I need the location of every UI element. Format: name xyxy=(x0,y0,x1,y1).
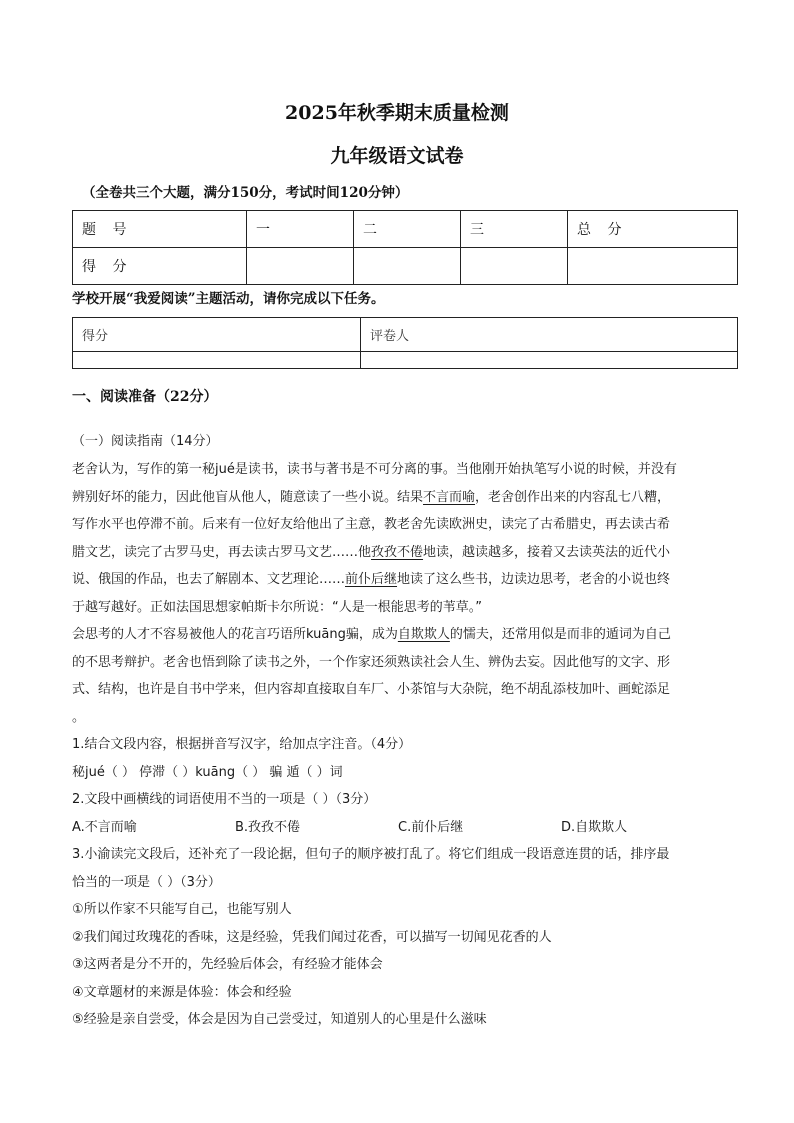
grader-table xyxy=(72,317,738,369)
score-table xyxy=(72,210,738,285)
question-2-options xyxy=(72,814,732,842)
question-3-item: ⑤经验是亲自尝受，体会是因为自己尝受过，知道别人的心里是什么滋味 xyxy=(72,1012,487,1027)
passage-line: 式、结构，也许是自书中学来，但内容却直接取自车厂、小茶馆与大杂院，绝不胡乱添枝加叶、画蛇添足 xyxy=(72,682,671,697)
underlined-word: 自欺欺人 xyxy=(397,627,450,642)
question-1: 1.结合文段内容，根据拼音写汉字，给加点字注音。（4分） xyxy=(72,737,412,752)
passage-line xyxy=(72,566,732,594)
score-input-cell[interactable] xyxy=(461,248,568,285)
exam-note: （全卷共三个大题，满分150分，考试时间120分钟） xyxy=(82,185,409,201)
score-table-cell: 三 xyxy=(461,211,568,248)
score-table-cell: 一 xyxy=(247,211,354,248)
underlined-word: 前仆后继 xyxy=(345,572,398,587)
question-1-blanks[interactable]: 秘jué（ ） 停滞（ ）kuāng（ ） 骗 遁（ ）词 xyxy=(72,764,343,780)
score-table-cell: 总 分 xyxy=(568,211,738,248)
score-table-score-row xyxy=(73,248,738,285)
exam-title: 2025年秋季期末质量检测 xyxy=(285,102,509,124)
text-run: 是读书，读书与著书是不可分离的事。当他刚开始执笔写小说的时候，并没有 xyxy=(234,462,677,477)
pinyin: jué xyxy=(215,462,235,477)
text-run: 老舍认为，写作的第一秘 xyxy=(72,462,216,477)
text-run: 地读，越读越多，接着又去读英法的近代小 xyxy=(423,544,671,560)
grader-name-input[interactable] xyxy=(361,352,738,369)
score-table-header-row xyxy=(73,211,738,248)
score-input-cell[interactable] xyxy=(354,248,461,285)
passage-line xyxy=(72,484,732,512)
grader-name-label: 评卷人 xyxy=(361,318,738,352)
passage-line xyxy=(72,621,732,649)
task-intro: 学校开展“我爱阅读”主题活动，请你完成以下任务。 xyxy=(72,291,385,307)
passage-line xyxy=(72,456,732,484)
section-title: 一、阅读准备（22分） xyxy=(72,389,218,405)
reading-passage xyxy=(72,456,732,1034)
text-run: 骗，成为 xyxy=(345,627,398,642)
text-run: 的懦夫，还常用似是而非的遁词为自己 xyxy=(449,627,671,642)
grader-table-header-row xyxy=(73,318,738,352)
score-table-cell: 二 xyxy=(354,211,461,248)
option-d[interactable]: D.自欺欺人 xyxy=(561,819,628,835)
text-run: 辨别好坏的能力，因此他盲从他人，随意读了一些小说。结果 xyxy=(72,489,424,505)
option-b[interactable]: B.孜孜不倦 xyxy=(235,819,301,835)
passage-line: 。 xyxy=(72,709,86,725)
score-input-cell[interactable] xyxy=(568,248,738,285)
text-run: 说、俄国的作品，也去了解剧本、文艺理论…… xyxy=(72,572,346,587)
grader-score-label: 得分 xyxy=(73,318,361,352)
section-subtitle: （一）阅读指南（14分） xyxy=(72,434,219,449)
passage-line xyxy=(72,539,732,567)
question-3-item: ①所以作家不只能写自己，也能写别人 xyxy=(72,902,292,917)
passage-line: 的不思考辩护。老舍也悟到除了读书之外，一个作家还须熟读社会人生、辨伪去妄。因此他写的文字、形 xyxy=(72,654,671,670)
question-3-item: ③这两者是分不开的，先经验后体会，有经验才能体会 xyxy=(72,957,383,972)
score-input-cell[interactable] xyxy=(247,248,354,285)
question-2: 2.文段中画横线的词语使用不当的一项是（ ）（3分） xyxy=(72,792,377,807)
text-run: 腊文艺，读完了古罗马史，再去读古罗马文艺……他 xyxy=(72,544,372,560)
exam-subtitle: 九年级语文试卷 xyxy=(330,145,464,167)
text-run: 地读了这么些书，边读边思考，老舍的小说也终 xyxy=(397,572,671,587)
passage-line: 写作水平也停滞不前。后来有一位好友给他出了主意，教老舍先读欧洲史，读完了古希腊史，再去读古希 xyxy=(72,517,671,532)
text-run: ，老舍创作出来的内容乱七八糟， xyxy=(475,489,671,505)
underlined-word: 孜孜不倦 xyxy=(371,544,424,560)
option-c[interactable]: C.前仆后继 xyxy=(398,819,464,835)
text-run: 会思考的人才不容易被他人的花言巧语所 xyxy=(72,627,307,642)
pinyin: kuāng xyxy=(306,627,346,642)
score-table-cell: 题 号 xyxy=(73,211,247,248)
grader-table-input-row xyxy=(73,352,738,369)
underlined-word: 不言而喻 xyxy=(423,489,476,505)
grader-score-input[interactable] xyxy=(73,352,361,369)
option-a[interactable]: A.不言而喻 xyxy=(72,819,137,835)
question-3: 3.小渝读完文段后，还补充了一段论据，但句子的顺序被打乱了。将它们组成一段语意连贯的话，排序最 xyxy=(72,847,670,862)
score-table-cell: 得 分 xyxy=(73,248,247,285)
passage-line: 于越写越好。正如法国思想家帕斯卡尔所说：“人是一根能思考的苇草。” xyxy=(72,599,482,615)
question-3: 恰当的一项是（ ）（3分） xyxy=(72,874,221,890)
question-3-item: ④文章题材的来源是体验：体会和经验 xyxy=(72,984,292,1000)
question-3-item: ②我们闻过玫瑰花的香味，这是经验，凭我们闻过花香，可以描写一切闻见花香的人 xyxy=(72,929,552,945)
